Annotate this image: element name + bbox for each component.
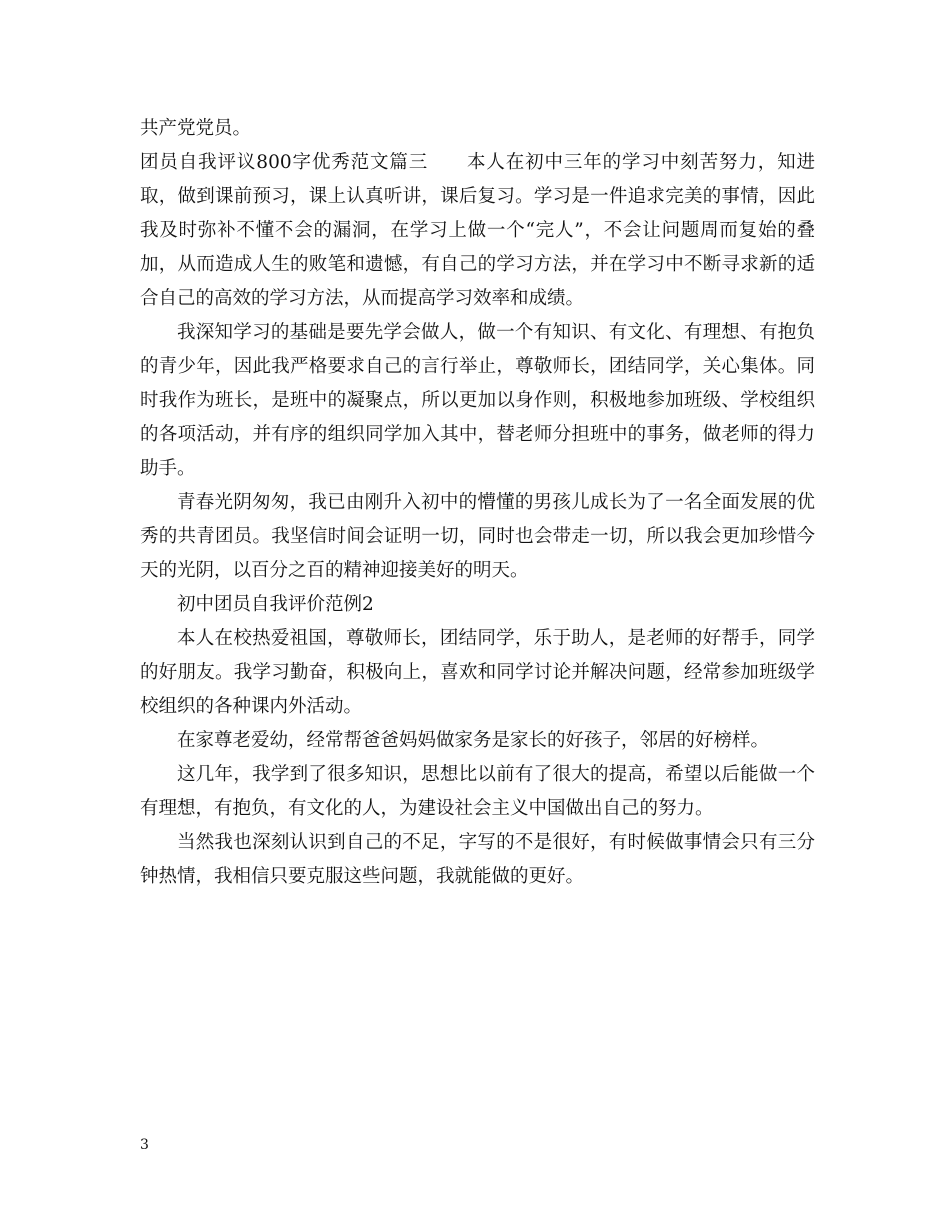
- page-number: 3: [140, 1137, 149, 1153]
- paragraph-4: 青春光阴匆匆，我已由刚升入初中的懵懂的男孩儿成长为了一名全面发展的优秀的共青团员。我坚信时间会证明一切，同时也会带走一切，所以我会更加珍惜今天的光阴，以百分之百的精神迎接美好的明天。: [140, 492, 815, 581]
- paragraph-6: 本人在校热爱祖国，尊敬师长，团结同学，乐于助人，是老师的好帮手，同学的好朋友。我学习勤奋，积极向上，喜欢和同学讨论并解决问题，经常参加班级学校组织的各种课内外活动。: [140, 628, 815, 717]
- paragraph-1: 共产党党员。: [140, 118, 252, 139]
- paragraph-3: 我深知学习的基础是要先学会做人，做一个有知识、有文化、有理想、有抱负的青少年，因此我严格要求自己的言行举止，尊敬师长，团结同学，关心集体。同时我作为班长，是班中的凝聚点，所以更加以身作则，积极地参加班级、学校组织的各项活动，并有序的组织同学加入其中，替老师分担班中的事务，做老师的得力助手。: [140, 322, 815, 479]
- document-body: [140, 112, 815, 894]
- section-heading-example-2: 初中团员自我评价范例2: [177, 594, 374, 615]
- paragraph-9: 当然我也深刻认识到自己的不足，字写的不是很好，有时候做事情会只有三分钟热情，我相信只要克服这些问题，我就能做的更好。: [140, 832, 815, 887]
- paragraph-2: 团员自我评议800字优秀范文篇三 本人在初中三年的学习中刻苦努力，知进取，做到课前预习，课上认真听讲，课后复习。学习是一件追求完美的事情，因此我及时弥补不懂不会的漏洞，在学习上做一个“完人”，不会让问题周而复始的叠加，从而造成人生的败笔和遗憾，有自己的学习方法，并在学习中不断寻求新的适合自己的高效的学习方法，从而提高学习效率和成绩。: [140, 152, 815, 309]
- paragraph-8: 这几年，我学到了很多知识，思想比以前有了很大的提高，希望以后能做一个有理想，有抱负，有文化的人，为建设社会主义中国做出自己的努力。: [140, 764, 815, 819]
- paragraph-7: 在家尊老爱幼，经常帮爸爸妈妈做家务是家长的好孩子，邻居的好榜样。: [177, 730, 770, 751]
